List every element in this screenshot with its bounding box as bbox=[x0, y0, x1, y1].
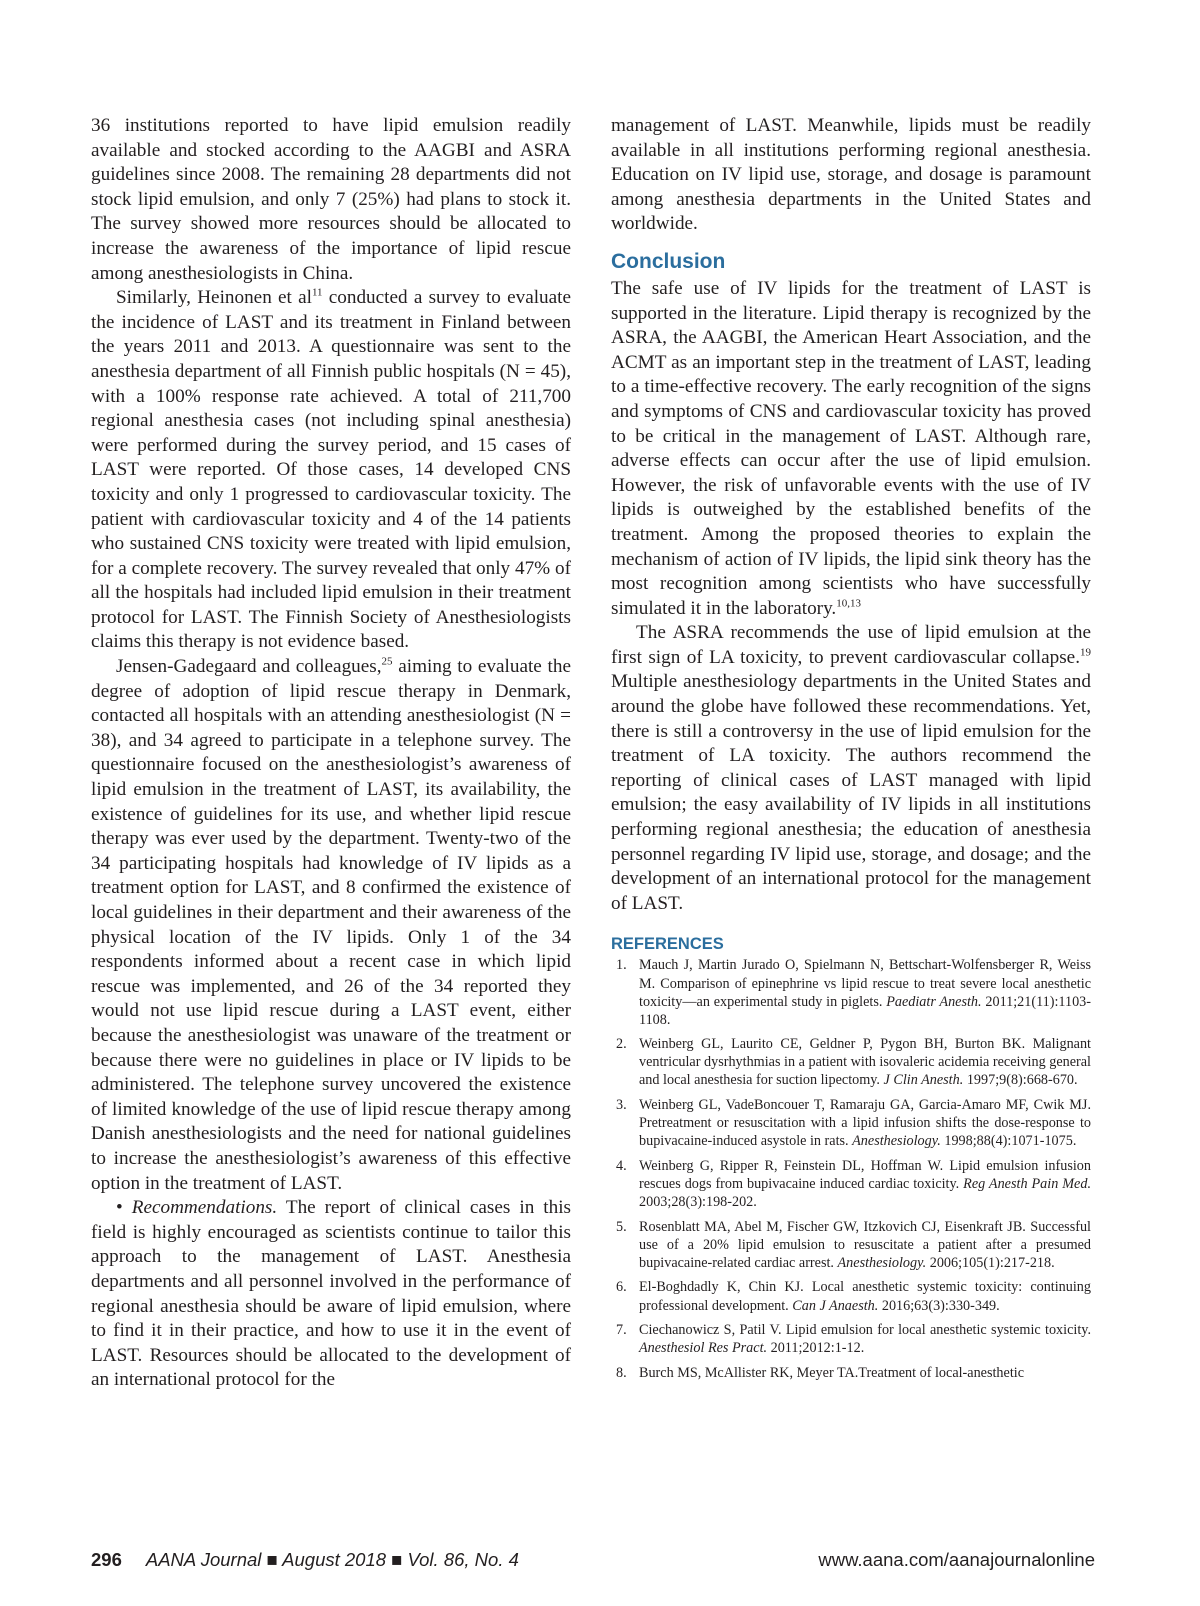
citation-superscript: 10,13 bbox=[836, 597, 861, 610]
bullet: • bbox=[116, 1197, 132, 1219]
left-column bbox=[91, 114, 571, 1393]
reference-journal: Anesthesiology. bbox=[852, 1133, 941, 1150]
reference-journal: Paediatr Anesth. bbox=[886, 993, 982, 1010]
reference-item bbox=[611, 1278, 1091, 1314]
conclusion-heading: Conclusion bbox=[611, 249, 726, 273]
paragraph-text: The report of clinical cases in this field is highly encouraged as scientists continue to tailor this approach to the management of LAST. Anesthesia departments and all personnel involved in the performance of regional anesthesia should be aware of lipid emulsion, where to find it in their practice, and how to use it in the event of LAST. Resources should be allocated to the development of an international protocol for the bbox=[91, 1197, 571, 1391]
reference-item bbox=[611, 1096, 1091, 1150]
page-number: 296 bbox=[91, 1549, 122, 1570]
recommendations-label: Recommendations. bbox=[131, 1197, 278, 1219]
paragraph-text: The ASRA recommends the use of lipid emulsion at the first sign of LA toxicity, to prevent cardiovascular collapse. bbox=[611, 622, 1091, 668]
reference-citation: 2016;63(3):330-349. bbox=[878, 1297, 1000, 1314]
reference-citation: 2006;105(1):217-218. bbox=[926, 1254, 1055, 1271]
citation-superscript: 25 bbox=[381, 655, 393, 668]
paragraph-text: aiming to evaluate the degree of adoption of lipid rescue therapy in Denmark, contacted all hospitals with an attending anesthesiologist (N = 38), and 34 agreed to participate in a telephone survey. The questionnaire focused on the anesthesiologist’s awareness of lipid emulsion in the treatment of LAST, its availability, the existence of guidelines for its use, and whether lipid rescue therapy was ever used by the department. Twenty-two of the 34 participating hospitals had knowledge of IV lipids as a treatment option for LAST, and 8 confirmed the existence of local guidelines in their department and their awareness of the physical location of the IV lipids. Only 1 of the 34 respondents informed about a recent case in which lipid rescue was implemented, and 26 of the 34 reported they would not use lipid rescue during a LAST event, either because the anesthesiologist was unaware of the treatment or because there were no guidelines in place or IV lipids to be administered. The telephone survey uncovered the existence of limited knowledge of the use of lipid rescue therapy among Danish anesthesiologists and the need for national guidelines to increase the anesthesiologist’s awareness of this effective option in the treatment of LAST. bbox=[91, 656, 571, 1194]
paragraph-text: Multiple anesthesiology departments in the United States and around the globe have followed these recommendations. Yet, there is still a controversy in the use of lipid emulsion for the treatment of LA toxicity. The authors recommend the reporting of clinical cases of LAST managed with lipid emulsion; the easy availability of IV lipids in all institutions performing regional anesthesia; the education of anesthesia personnel regarding IV lipid use, storage, and dosage; and the development of an international protocol for the management of LAST. bbox=[611, 671, 1091, 914]
page-footer bbox=[91, 1548, 519, 1572]
references-list bbox=[611, 956, 1091, 1381]
body-paragraph: 36 institutions reported to have lipid emulsion readily available and stocked according to the AAGBI and ASRA guidelines since 2008. The remaining 28 departments did not stock lipid emulsion, and only 7 (25%) had plans to stock it. The survey showed more resources should be allocated to increase the awareness of the importance of lipid rescue among anesthesiologists in China. bbox=[91, 115, 571, 284]
reference-citation: 2011;21(11):1103-1108. bbox=[639, 993, 1091, 1028]
reference-number: 1. bbox=[616, 957, 627, 974]
reference-text: Mauch J, Martin Jurado O, Spielmann N, Bettschart-Wolfensberger R, Weiss M. Comparison of epinephrine vs lipid rescue to treat severe local anesthetic toxicity—an experimental study in piglets. bbox=[639, 957, 1091, 1010]
paragraph-text: Similarly, Heinonen et al bbox=[116, 287, 312, 309]
citation-superscript: 11 bbox=[311, 286, 323, 299]
reference-journal: Reg Anesth Pain Med. bbox=[963, 1175, 1091, 1192]
reference-citation: 2003;28(3):198-202. bbox=[639, 1194, 757, 1211]
paragraph-text: The safe use of IV lipids for the treatment of LAST is supported in the literature. Lipid therapy is recognized by the ASRA, the AAGBI, the American Heart Association, and the ACMT as an important step in the treatment of LAST, leading to a time-effective recovery. The early recognition of the signs and symptoms of CNS and cardiovascular toxicity has proved to be critical in the management of LAST. Although rare, adverse effects can occur after the use of lipid emulsion. However, the risk of unfavorable events with the use of IV lipids is outweighed by the established benefits of the treatment. Among the proposed theories to explain the mechanism of action of IV lipids, the lipid sink theory has the most recognition among scientists who have successfully simulated it in the laboratory. bbox=[611, 277, 1091, 619]
reference-number: 8. bbox=[616, 1364, 627, 1381]
reference-journal: Anesthesiology. bbox=[837, 1254, 927, 1271]
reference-number: 3. bbox=[616, 1097, 627, 1114]
paragraph-text: conducted a survey to evaluate the incidence of LAST and its treatment in Finland between the years 2011 and 2013. A questionnaire was sent to the anesthesia department of all Finnish public hospitals (N = 45), with a 100% response rate achieved. A total of 211,700 regional anesthesia cases (not including spinal anesthesia) were performed during the survey period, and 15 cases of LAST were reported. Of those cases, 14 developed CNS toxicity and only 1 progressed to cardiovascular toxicity. The patient with cardiovascular toxicity and 4 of the 14 patients who sustained CNS toxicity were treated with lipid emulsion, for a complete recovery. The survey revealed that only 47% of all the hospitals had included lipid emulsion in their treatment protocol for LAST. The Finnish Society of Anesthesiologists claims this therapy is not evidence based. bbox=[91, 287, 572, 653]
reference-number: 2. bbox=[616, 1036, 627, 1053]
reference-number: 7. bbox=[616, 1322, 627, 1339]
references-heading: REFERENCES bbox=[611, 935, 724, 954]
body-paragraph bbox=[611, 621, 1091, 916]
reference-number: 6. bbox=[616, 1279, 627, 1296]
reference-number: 4. bbox=[616, 1157, 627, 1174]
reference-journal: J Clin Anesth. bbox=[883, 1072, 964, 1089]
journal-website: www.aana.com/aanajournalonline bbox=[818, 1549, 1095, 1570]
reference-citation: 1997;9(8):668-670. bbox=[963, 1072, 1078, 1089]
reference-item bbox=[611, 1321, 1091, 1357]
reference-item bbox=[611, 1157, 1091, 1211]
reference-text: Weinberg GL, Laurito CE, Geldner P, Pygon BH, Burton BK. Malignant ventricular dysrhythmias in a patient with isovaleric acidemia receiving general and local anesthesia for suction lipectomy. bbox=[639, 1036, 1091, 1089]
reference-item bbox=[611, 1364, 1091, 1382]
reference-item bbox=[611, 1218, 1091, 1272]
reference-number: 5. bbox=[616, 1218, 627, 1235]
reference-text: Ciechanowicz S, Patil V. Lipid emulsion for local anesthetic systemic toxicity. bbox=[639, 1322, 1091, 1339]
right-column bbox=[611, 114, 1091, 1388]
reference-text: Weinberg GL, VadeBoncouer T, Ramaraju GA, Garcia-Amaro MF, Cwik MJ. Pretreatment or resuscitation with a lipid infusion shifts the dose-response to bupivacaine-induced asystole in rats. bbox=[639, 1097, 1091, 1150]
reference-citation: 1998;88(4):1071-1075. bbox=[940, 1133, 1077, 1150]
reference-text: Rosenblatt MA, Abel M, Fischer GW, Itzkovich CJ, Eisenkraft JB. Successful use of a 20% lipid emulsion to resuscitate a patient after a presumed bupivacaine-related cardiac arrest. bbox=[639, 1218, 1091, 1271]
body-paragraph bbox=[91, 1196, 571, 1393]
body-paragraph: management of LAST. Meanwhile, lipids must be readily available in all institutions performing regional anesthesia. Education on IV lipid use, storage, and dosage is paramount among anesthesia departments in the United States and worldwide. bbox=[611, 115, 1091, 235]
journal-info: AANA Journal ■ August 2018 ■ Vol. 86, No. 4 bbox=[145, 1549, 519, 1570]
reference-journal: Can J Anaesth. bbox=[792, 1297, 879, 1314]
citation-superscript: 19 bbox=[1080, 646, 1091, 659]
reference-item bbox=[611, 956, 1091, 1028]
paragraph-text: Jensen-Gadegaard and colleagues, bbox=[116, 656, 382, 678]
body-paragraph bbox=[91, 655, 571, 1196]
reference-text: Weinberg G, Ripper R, Feinstein DL, Hoffman W. Lipid emulsion infusion rescues dogs from bupivacaine induced cardiac toxicity. bbox=[639, 1157, 1091, 1192]
reference-journal: Anesthesiol Res Pract. bbox=[639, 1340, 768, 1357]
body-paragraph bbox=[91, 286, 571, 655]
reference-text: Burch MS, McAllister RK, Meyer TA.Treatment of local-anesthetic bbox=[639, 1364, 1025, 1381]
body-paragraph bbox=[611, 277, 1091, 621]
reference-citation: 2011;2012:1-12. bbox=[767, 1340, 865, 1357]
reference-text: El-Boghdadly K, Chin KJ. Local anesthetic systemic toxicity: continuing professional development. bbox=[639, 1279, 1091, 1314]
reference-item bbox=[611, 1035, 1091, 1089]
